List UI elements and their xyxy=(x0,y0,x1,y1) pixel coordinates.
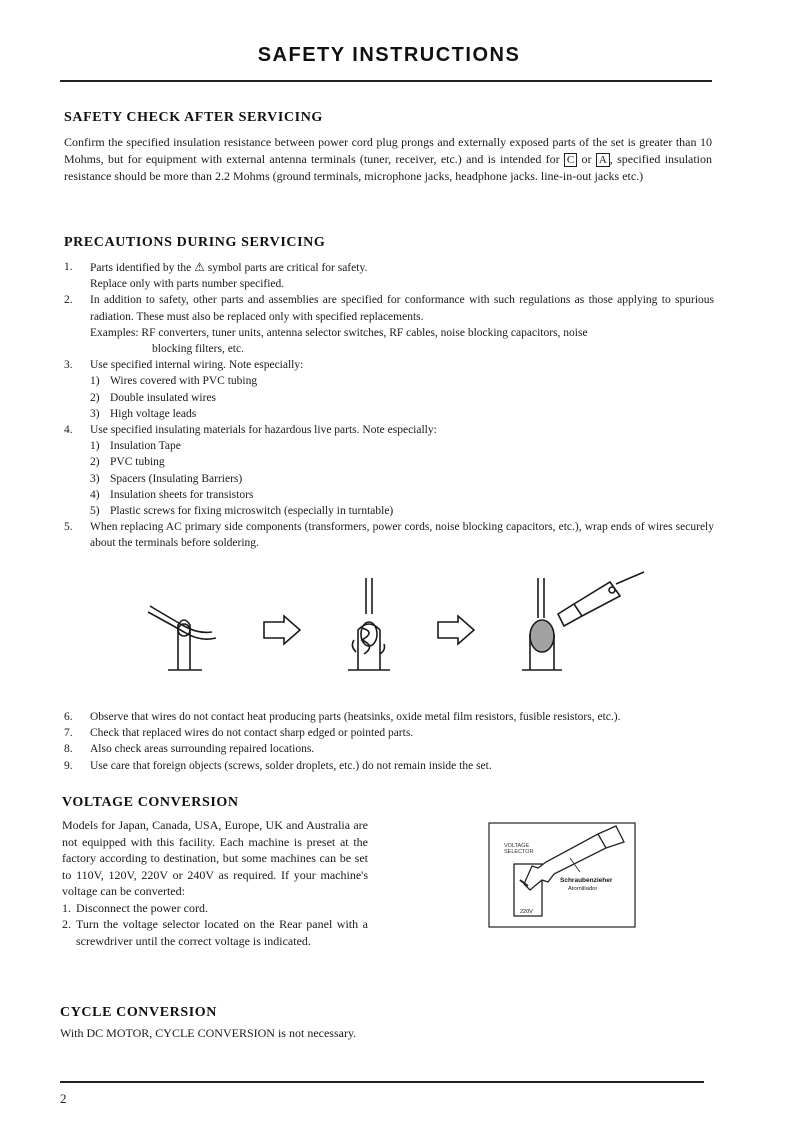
sub-text: Insulation sheets for transistors xyxy=(110,488,254,501)
voltage-selector-figure xyxy=(488,822,636,928)
sub-text: Wires covered with PVC tubing xyxy=(110,375,258,388)
precaution-item-3 xyxy=(64,357,714,373)
arrow-right-icon xyxy=(264,616,300,644)
wire-2 xyxy=(366,578,372,614)
item-number: 4. xyxy=(64,424,73,437)
item1-text-a: Parts identified by the xyxy=(90,262,192,274)
precautions-list-top xyxy=(64,259,714,552)
step-number: 1. xyxy=(62,900,71,915)
precautions-list-bottom xyxy=(64,709,714,774)
sub-number: 1) xyxy=(90,440,100,453)
precautions-heading: PRECAUTIONS DURING SERVICING xyxy=(64,235,326,250)
item4-text: Use specified insulating materials for hazardous live parts. Note especially: xyxy=(90,424,437,437)
item1-text-c: Replace only with parts number specified. xyxy=(90,278,285,291)
top-rule xyxy=(60,80,712,82)
item3-text: Use specified internal wiring. Note especially: xyxy=(90,359,304,372)
sub-number: 1) xyxy=(90,375,100,388)
precaution-item-7 xyxy=(64,725,714,741)
item-number: 7. xyxy=(64,727,73,740)
precaution-item-6 xyxy=(64,709,714,725)
item4-sublist xyxy=(64,438,714,519)
voltage-paragraph xyxy=(62,817,368,949)
sub-item xyxy=(64,390,714,406)
label-selector: SELECTOR xyxy=(504,849,534,855)
figure-frame xyxy=(489,823,635,927)
page-title: SAFETY INSTRUCTIONS xyxy=(257,44,521,66)
item1-text-b: symbol parts are critical for safety. xyxy=(207,262,368,274)
sub-text: Double insulated wires xyxy=(110,391,217,404)
item-number: 1. xyxy=(64,261,73,273)
wire-twist-2 xyxy=(362,628,370,654)
page-number: 2 xyxy=(60,1091,67,1106)
sub-text: PVC tubing xyxy=(110,456,165,469)
soldering-iron-tip xyxy=(558,604,582,626)
label-schraubenzieher: Schraubenzieher xyxy=(560,877,613,884)
sub-number: 5) xyxy=(90,505,100,518)
item-number: 2. xyxy=(64,294,73,307)
sub-item xyxy=(64,454,714,470)
precaution-item-2 xyxy=(64,292,714,357)
precaution-item-9 xyxy=(64,758,714,774)
step-text: Turn the voltage selector located on the Rear panel with a screwdriver until the correct voltage is indicated. xyxy=(76,917,368,948)
item-number: 8. xyxy=(64,743,73,756)
item-number: 9. xyxy=(64,759,73,772)
cycle-heading: CYCLE CONVERSION xyxy=(60,1005,218,1020)
item2-examples: Examples: RF converters, tuner units, antenna selector switches, RF cables, noise blocking capacitors, noise xyxy=(90,326,588,339)
sub-item xyxy=(64,438,714,454)
wire-1-outline xyxy=(150,606,212,632)
safety-check-text-b: , specified insulation resistance should be more than 2.2 Mohms (ground terminals, microphone jacks, headphone jacks. line-in-out jacks etc.) xyxy=(64,152,713,183)
precaution-item-4 xyxy=(64,422,714,438)
sub-item xyxy=(64,471,714,487)
item5-text: When replacing AC primary side components (transformers, power cords, noise blocking capacitors, etc.), wrap ends of wires securely about the terminals before soldering. xyxy=(90,521,714,550)
label-voltage: VOLTAGE xyxy=(504,843,530,849)
sub-text: Insulation Tape xyxy=(110,440,181,453)
class-a-box: A xyxy=(596,153,610,167)
solder-joint xyxy=(530,620,554,652)
arrow-right-icon xyxy=(438,616,474,644)
sub-item xyxy=(64,503,714,519)
item3-sublist xyxy=(64,373,714,422)
sub-number: 3) xyxy=(90,407,100,420)
sub-text: Spacers (Insulating Barriers) xyxy=(110,472,243,485)
or-word: or xyxy=(581,152,592,166)
sub-number: 3) xyxy=(90,472,100,485)
voltage-step-1 xyxy=(62,900,368,917)
sub-number: 4) xyxy=(90,488,100,501)
safety-check-text-a: Confirm the specified insulation resistance between power cord plug prongs and externally exposed parts of the set is greater than 10 Mohms, but for equipment with external antenna terminals (tuner, receiver, etc.) and is intended for xyxy=(64,135,712,166)
voltage-step-2 xyxy=(62,916,368,949)
voltage-text: Models for Japan, Canada, USA, Europe, UK and Australia are not equipped with this facility. Each machine is preset at the factory according to destination, but some machines can be set to 110V, 120V, 220V or 240V as required. If your machine's voltage can be converted: xyxy=(62,818,368,898)
item-text: Use care that foreign objects (screws, solder droplets, etc.) do not remain inside the set. xyxy=(90,759,492,772)
sub-number: 2) xyxy=(90,456,100,469)
item-text: Check that replaced wires do not contact sharp edged or pointed parts. xyxy=(90,727,414,740)
warning-triangle-icon: ⚠ xyxy=(194,260,205,274)
item-number: 6. xyxy=(64,711,73,723)
step-number: 2. xyxy=(62,917,71,931)
wire-3 xyxy=(538,578,544,618)
item-number: 3. xyxy=(64,359,73,372)
class-c-box: C xyxy=(564,153,577,167)
item-text: Observe that wires do not contact heat producing parts (heatsinks, oxide metal film resistors, fusible resistors, etc.). xyxy=(90,711,621,723)
voltage-heading: VOLTAGE CONVERSION xyxy=(62,795,239,810)
safety-check-paragraph xyxy=(64,134,712,185)
precaution-item-8 xyxy=(64,741,714,757)
sub-item xyxy=(64,487,714,503)
item2-text-a: In addition to safety, other parts and assemblies are specified for conformance with such regulations as those applying to spurious radiation. These must also be replaced only with specified replacements. xyxy=(90,294,714,323)
cycle-text: With DC MOTOR, CYCLE CONVERSION is not necessary. xyxy=(60,1026,357,1040)
precaution-item-5 xyxy=(64,519,714,551)
sub-text: High voltage leads xyxy=(110,407,197,420)
item2-examples-cont: blocking filters, etc. xyxy=(152,343,244,356)
item-text: Also check areas surrounding repaired locations. xyxy=(90,743,315,756)
soldering-iron-cord xyxy=(616,572,644,584)
safety-check-heading: SAFETY CHECK AFTER SERVICING xyxy=(64,110,323,125)
label-220v: 220V xyxy=(520,909,533,915)
sub-number: 2) xyxy=(90,391,100,404)
sub-item xyxy=(64,406,714,422)
label-atornillador: Atornillador xyxy=(568,886,598,892)
sub-text: Plastic screws for fixing microswitch (especially in turntable) xyxy=(110,505,394,518)
step-text: Disconnect the power cord. xyxy=(76,900,208,915)
bottom-rule xyxy=(60,1081,704,1083)
soldering-iron-screw xyxy=(609,587,615,593)
precaution-item-1 xyxy=(64,259,714,292)
wire-wrapping-illustration xyxy=(140,570,660,690)
item-number: 5. xyxy=(64,521,73,534)
sub-item xyxy=(64,373,714,389)
